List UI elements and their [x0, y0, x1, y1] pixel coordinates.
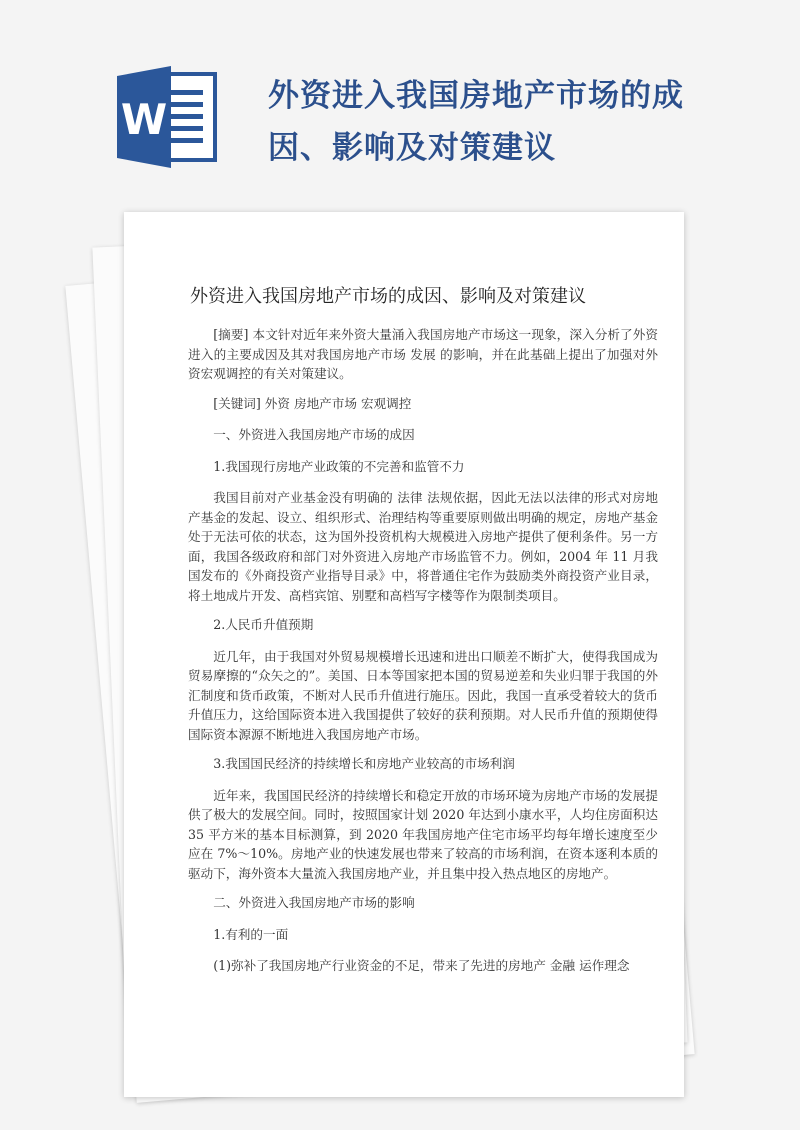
document-title: 外资进入我国房地产市场的成因、影响及对策建议 — [190, 286, 586, 307]
subsection-heading: 2.人民币升值预期 — [213, 617, 314, 632]
body-paragraph: (1)弥补了我国房地产行业资金的不足，带来了先进的房地产 金融 运作理念 — [213, 958, 630, 973]
subsection-heading: 1.有利的一面 — [213, 926, 289, 942]
subsection-heading: 3.我国国民经济的持续增长和房地产业较高的市场利润 — [213, 756, 515, 771]
section-heading: 一、外资进入我国房地产市场的成因 — [213, 427, 415, 442]
word-document-icon — [113, 62, 231, 172]
header-title: 外资进入我国房地产市场的成因、影响及对策建议 — [268, 78, 684, 166]
keywords-line: [关键词] 外资 房地产市场 宏观调控 — [213, 395, 412, 411]
document-body — [188, 325, 658, 988]
body-paragraph: 我国目前对产业基金没有明确的 法律 法规依据，因此无法以法律的形式对房地产基金的发起、设立、组织形式、治理结构等重要原则做出明确的规定，房地产基金处于无法可依的状态，这为国外投资机构大规模进入房地产提供了便利条件。另一方面，我国各级政府和部门对外资进入房地产市场监管不力。例如，2004 年 11 月我国发布的《外商投资产业指导目录》中，将普通住宅作为鼓励类外商投资产业目录，将土地成片开发、高档宾馆、别墅和高档写字楼等作为限制类项目。 — [188, 490, 658, 603]
body-paragraph: 近年来，我国国民经济的持续增长和稳定开放的市场环境为房地产市场的发展提供了极大的发展空间。同时，按照国家计划 2020 年达到小康水平，人均住房面积达 35 平方米的基本目标测算，到 2020 年我国房地产住宅市场平均每年增长速度至少应在 7%～10%。房地产业的快速发展也带来了较高的市场利润，在资本逐利本质的驱动下，海外资本大量流入我国房地产业，并且集中投入热点地区的房地产。 — [188, 787, 658, 881]
svg-text:W: W — [120, 95, 168, 144]
abstract-paragraph: [摘要] 本文针对近年来外资大量涌入我国房地产市场这一现象，深入分析了外资进入的主要成因及其对我国房地产市场 发展 的影响，并在此基础上提出了加强对外资宏观调控的有关对策建议。 — [188, 327, 658, 381]
subsection-heading: 1.我国现行房地产业政策的不完善和监管不力 — [213, 458, 465, 474]
document-page — [124, 212, 684, 1097]
body-paragraph: 近几年，由于我国对外贸易规模增长迅速和进出口顺差不断扩大，使得我国成为贸易摩擦的“众矢之的”。美国、日本等国家把本国的贸易逆差和失业归罪于我国的外汇制度和货币政策，不断对人民币升值进行施压。因此，我国一直承受着较大的货币升值压力，这给国际资本进入我国提供了较好的获利预期。对人民币升值的预期使得国际资本源源不断地进入我国房地产市场。 — [188, 648, 658, 742]
section-heading: 二、外资进入我国房地产市场的影响 — [213, 895, 415, 910]
